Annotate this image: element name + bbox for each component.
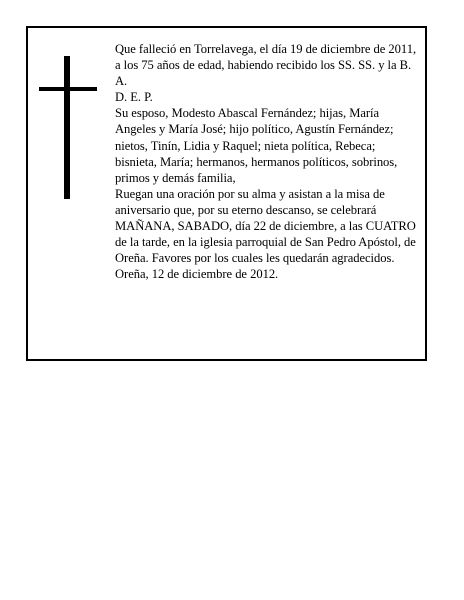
mass-invitation: Ruegan una oración por su alma y asistan a la misa de aniversario que, por su eterno descanso, se celebrará MAÑANA, SABADO, día 22 de diciembre, a las CUATRO de la tarde, en la iglesia parroquial de San Pedro Apóstol, de Oreña. Favores por los cuales les quedarán agradecidos. [115,186,416,266]
cross-vertical-bar [64,56,70,199]
cross-icon [39,56,97,199]
rip-line: D. E. P. [115,90,153,105]
place-date: Oreña, 12 de diciembre de 2012. [115,267,279,282]
death-notice [26,26,427,361]
cross-horizontal-bar [39,87,97,91]
death-statement: Que falleció en Torrelavega, el día 19 de diciembre de 2011, a los 75 años de edad, habiendo recibido los SS. SS. y la B. A. [115,42,417,89]
family-list: Su esposo, Modesto Abascal Fernández; hijas, María Angeles y María José; hijo político, Agustín Fernández; nietos, Tinín, Lidia y Raquel; nieta política, Rebeca; bisnieta, María; hermanos, hermanos políticos, sobrinos, primos y demás familia, [115,106,398,185]
notice-text [115,41,417,282]
